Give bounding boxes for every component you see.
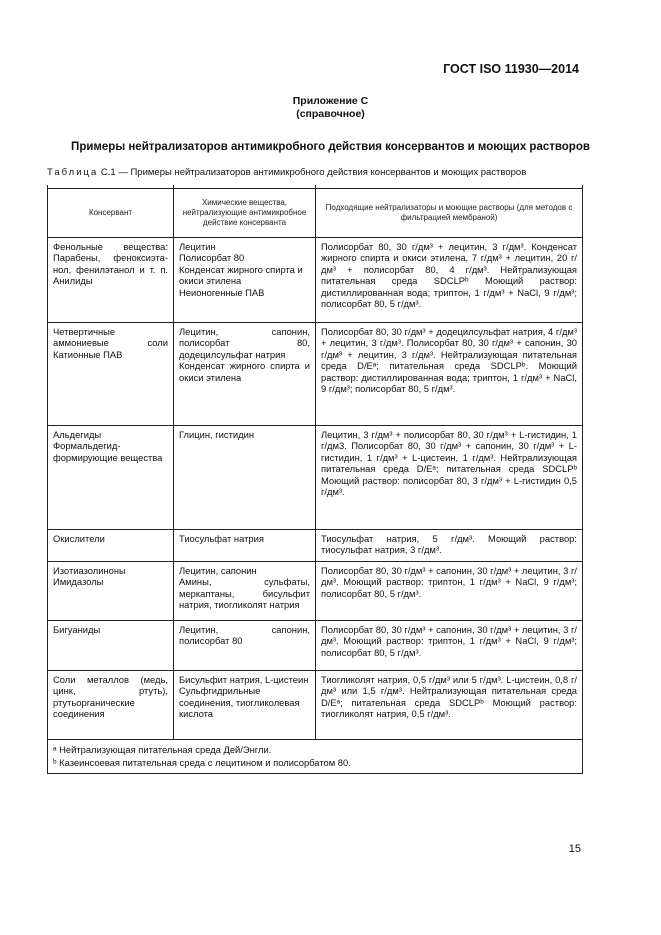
table-row (48, 323, 583, 426)
chemical-item: Лецитин, сапонин, полисорбат 80, додецилсульфат натрия (179, 326, 310, 360)
chemical-item: Конденсат жирного спирта и окиси этилена (179, 263, 303, 287)
column-header: Консервант (48, 189, 174, 238)
preservative-cell: Окислители (48, 530, 174, 562)
annex-block (0, 95, 661, 121)
annex-title: Приложение С (292, 95, 369, 107)
neutralizers-cell: Тиосульфат натрия, 5 г/дм³. Моющий раствор: тиосульфат натрия, 3 г/дм³. (316, 530, 583, 562)
preservative-cell: Четвертичные аммониевые соли Катионные ПАВ (48, 323, 174, 426)
table-row (48, 530, 583, 562)
neutralizers-cell: Полисорбат 80, 30 г/дм³ + сапонин, 30 г/дм³ + лецитин, 3 г/дм³. Моющий раствор: триптон, 1 г/дм³ + NaCl, 9 г/дм³; полисорбат 80, 5 г/дм³. (316, 562, 583, 621)
footnote-b: ᵇ Казеинсоевая питательная среда с лецитином и полисорбатом 80. (53, 757, 351, 768)
preservative-cell: Изотиазолиноны Имидазолы (48, 562, 174, 621)
chemicals-cell (174, 671, 316, 740)
chemicals-cell (174, 562, 316, 621)
chemical-item: Сульфгидрильные соединения, тиогликолевая кислота (179, 685, 300, 720)
caption-text: Примеры нейтрализаторов антимикробного действия консервантов и моющих растворов (130, 167, 527, 178)
chemicals-cell (174, 323, 316, 426)
chemical-item: Тиосульфат натрия (179, 533, 264, 544)
footnotes-cell (48, 740, 583, 774)
preservative-cell: Фенольные вещества: Парабены, феноксиэта-нол, фенилэтанол и т. п. Анилиды (48, 238, 174, 323)
chemicals-cell (174, 426, 316, 530)
chemicals-cell (174, 238, 316, 323)
caption-label: Таблица (47, 167, 99, 178)
table-row (48, 562, 583, 621)
chemicals-cell (174, 530, 316, 562)
column-header: Химические вещества, нейтрализующие антимикробное действие консерванта (174, 189, 316, 238)
table-row (48, 621, 583, 671)
chemical-item: Бисульфит натрия, L-цистеин (179, 674, 309, 685)
page-heading: Примеры нейтрализаторов антимикробного действия консервантов и моющих растворов (71, 141, 590, 153)
chemical-item: Глицин, гистидин (179, 429, 255, 440)
preservative-cell: Бигуаниды (48, 621, 174, 671)
neutralizers-table (47, 185, 583, 774)
chemical-item: Амины, сульфаты, меркаптаны, бисульфит натрия, тиогликолят натрия (179, 576, 310, 611)
page-number: 15 (568, 843, 581, 855)
neutralizers-cell: Полисорбат 80, 30 г/дм³ + сапонин, 30 г/дм³ + лецитин, 3 г/дм³. Моющий раствор: триптон, 1 г/дм³ + NaCl, 9 г/дм³; полисорбат 80, 5 г/дм³. (316, 621, 583, 671)
chemical-item: Полисорбат 80 (179, 252, 245, 264)
preservative-cell: Соли металлов (медь, цинк, ртуть), ртутьорганические соединения (48, 671, 174, 740)
preservative-cell: Альдегиды Формальдегид-формирующие вещества (48, 426, 174, 530)
document-header: ГОСТ ISO 11930—2014 (443, 62, 579, 76)
table-row (48, 238, 583, 323)
table-row (48, 671, 583, 740)
neutralizers-cell: Полисорбат 80, 30 г/дм³ + додецилсульфат натрия, 4 г/дм³ + лецитин, 3 г/дм³. Полисорбат 80, 30 г/дм³ + сапонин, 30 г/дм³ + лецитин, 3 г/дм³. Нейтрализующая питательная среда D/Eᵃ; питательная среда SDCLPᵇ. Моющий раствор: дистиллированная вода; триптон, 1 г/дм³ + NaCl, 9 г/дм³; полисорбат 80, 5 г/дм³. (316, 323, 583, 426)
table-row (48, 426, 583, 530)
caption-number: С.1 — (100, 167, 128, 178)
neutralizers-cell: Полисорбат 80, 30 г/дм³ + лецитин, 3 г/дм³. Конденсат жирного спирта и окиси этилена, 7 г/дм³ + лецитин, 20 г/дм³ + полисорбат 80, 4 г/дм³. Нейтрализующая питательная среда SDCLPᵇ Моющий раствор: дистиллированная вода; триптон, 1 г/дм³ + NaCl, 9 г/дм³; полисорбат 80, 5 г/дм³. (316, 238, 583, 323)
table-caption (47, 167, 526, 178)
neutralizers-cell: Тиогликолят натрия, 0,5 г/дм³ или 5 г/дм³. L-цистеин, 0,8 г/дм³ или 1,5 г/дм³. Нейтрализующая питательная среда D/Eᵃ; питательная среда SDCLPᵇ Моющий раствор: тиогликолят натрия, 0,5 г/дм³. (316, 671, 583, 740)
table-header-row (48, 189, 583, 238)
chemicals-cell (174, 621, 316, 671)
chemical-item: Лецитин, сапонин, полисорбат 80 (179, 624, 310, 647)
chemical-item: Лецитин, сапонин (179, 565, 257, 576)
neutralizers-cell: Лецитин, 3 г/дм³ + полисорбат 80, 30 г/дм³ + L-гистидин, 1 г/дм3. Полисорбат 80, 30 г/дм³ + сапонин, 30 г/дм³ + L-гистидин, 1 г/дм³ + L-цистеин, 1 г/дм³. Нейтрализующая питательная среда D/Eᵃ; питательная среда SDCLPᵇ Моющий раствор: полисорбат 80, 3 г/дм³ + L-гистидин 0,5 г/дм³. (316, 426, 583, 530)
footnote-a: ᵃ Нейтрализующая питательная среда Дей/Энгли. (53, 744, 272, 755)
footnotes-row (48, 740, 583, 774)
chemical-item: Неионогенные ПАВ (179, 286, 265, 298)
chemical-item: Лецитин (179, 241, 216, 252)
chemical-item: Конденсат жирного спирта и окиси этилена (179, 360, 310, 383)
column-header: Подходящие нейтрализаторы и моющие растворы (для методов с фильтрацией мембраной) (316, 189, 583, 238)
annex-subtitle: (справочное) (296, 108, 365, 120)
